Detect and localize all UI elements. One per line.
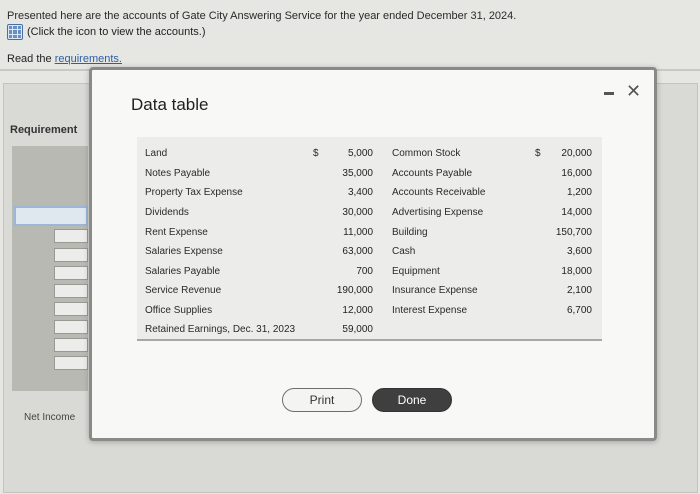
accounts-table [137,137,602,341]
answer-input[interactable] [54,356,88,370]
account-value: 11,000 [343,227,373,238]
answer-input[interactable] [54,284,88,298]
account-name: Salaries Payable [145,266,221,277]
account-name: Rent Expense [145,227,208,238]
data-table-dialog [89,67,657,441]
close-icon[interactable]: ✕ [626,81,642,101]
requirements-link[interactable]: requirements. [54,53,122,65]
account-name: Service Revenue [145,285,222,296]
dollar-sign: $ [313,148,319,159]
account-name: Accounts Payable [392,168,473,179]
account-name: Equipment [392,266,440,277]
account-value: 30,000 [342,207,373,218]
account-name: Advertising Expense [392,207,484,218]
print-button[interactable]: Print [282,388,362,412]
account-value: 190,000 [336,285,373,296]
view-accounts-row [7,24,206,40]
account-value: 59,000 [342,324,373,335]
requirement-input[interactable] [14,206,88,226]
account-name: Retained Earnings, Dec. 31, 2023 [145,324,296,335]
account-name: Salaries Expense [145,246,223,257]
account-name: Common Stock [392,148,461,159]
account-value: 16,000 [561,168,592,179]
table-icon[interactable] [7,24,23,40]
account-value: 3,600 [566,246,592,257]
answer-input[interactable] [54,229,88,243]
answer-input[interactable] [54,266,88,280]
account-name: Dividends [145,207,189,218]
account-value: 6,700 [566,305,592,316]
account-name: Building [392,227,428,238]
account-value: 63,000 [342,246,373,257]
read-requirements [7,53,122,65]
view-accounts-text: (Click the icon to view the accounts.) [27,26,206,38]
answer-input[interactable] [54,248,88,262]
account-name: Interest Expense [392,305,468,316]
answer-input[interactable] [54,320,88,334]
dollar-sign: $ [535,148,541,159]
account-name: Notes Payable [145,168,211,179]
dialog-title: Data table [131,95,209,114]
account-name: Accounts Receivable [392,187,486,198]
account-value: 12,000 [342,305,373,316]
net-income-label: Net Income [24,412,76,423]
done-button[interactable]: Done [372,388,452,412]
account-value: 18,000 [561,266,592,277]
minimize-icon[interactable] [604,92,614,95]
account-name: Office Supplies [145,305,213,316]
answer-input[interactable] [54,338,88,352]
account-value: 14,000 [561,207,592,218]
account-value: 3,400 [347,187,373,198]
account-value: 150,700 [555,227,592,238]
account-name: Insurance Expense [392,285,478,296]
account-name: Cash [392,246,416,257]
account-value: 35,000 [342,168,373,179]
account-value: 2,100 [566,285,592,296]
account-value: 1,200 [566,187,592,198]
account-value: 700 [356,266,373,277]
answer-input[interactable] [54,302,88,316]
requirement-label: Requirement [10,124,78,136]
account-value: 20,000 [561,148,592,159]
read-prefix: Read the [7,53,55,65]
account-name: Land [145,148,168,159]
intro-text: Presented here are the accounts of Gate City Answering Service for the year ended December 31, 2024. [7,10,517,22]
account-name: Property Tax Expense [145,187,243,198]
account-value: 5,000 [347,148,373,159]
